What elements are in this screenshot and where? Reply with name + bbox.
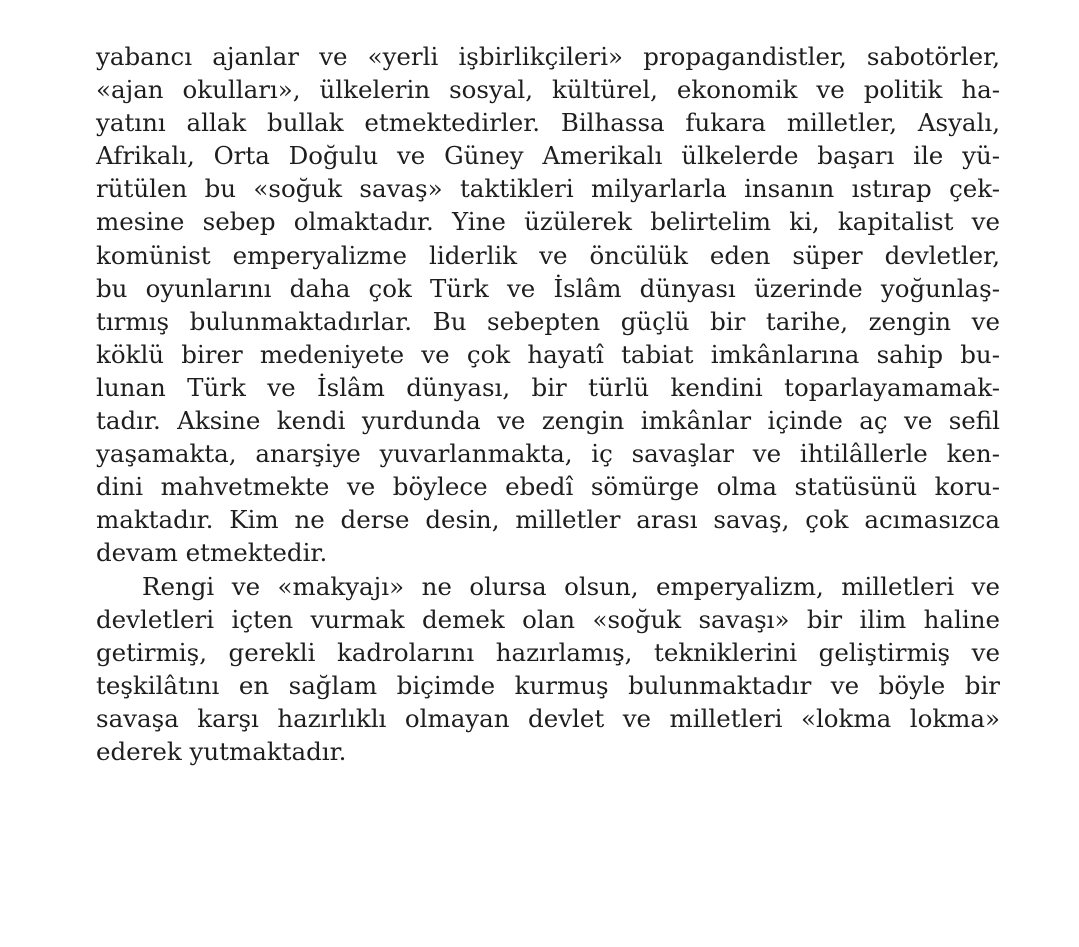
text-line: yatını allak bullak etmektedirler. Bilhassa fukara milletler, Asyalı, <box>96 108 1000 138</box>
paragraph-2 <box>96 570 1000 769</box>
text-line: Rengi ve «makyajı» ne olursa olsun, emperyalizm, milletleri ve <box>142 571 1000 601</box>
paragraph-1 <box>96 40 1000 570</box>
text-line: Afrikalı, Orta Doğulu ve Güney Amerikalı ülkelerde başarı ile yü- <box>96 141 1000 171</box>
text-line: devletleri içten vurmak demek olan «soğuk savaşı» bir ilim haline <box>96 604 1000 634</box>
text-line: tırmış bulunmaktadırlar. Bu sebepten güçlü bir tarihe, zengin ve <box>96 306 1000 336</box>
text-line: getirmiş, gerekli kadrolarını hazırlamış, tekniklerini geliştirmiş ve <box>96 637 1000 667</box>
text-line: devam etmektedir. <box>96 538 328 568</box>
text-line: teşkilâtını en sağlam biçimde kurmuş bulunmaktadır ve böyle bir <box>96 670 1000 700</box>
text-line: rütülen bu «soğuk savaş» taktikleri milyarlarla insanın ıstırap çek- <box>96 174 1000 204</box>
text-line: lunan Türk ve İslâm dünyası, bir türlü kendini toparlayamamak- <box>96 372 1000 402</box>
text-line: «ajan okulları», ülkelerin sosyal, kültürel, ekonomik ve politik ha- <box>96 75 1000 105</box>
text-block <box>96 40 1000 768</box>
text-line: yabancı ajanlar ve «yerli işbirlikçileri» propagandistler, sabotörler, <box>96 42 1000 71</box>
text-line: ederek yutmaktadır. <box>96 736 347 766</box>
text-line: köklü birer medeniyete ve çok hayatî tabiat imkânlarına sahip bu- <box>96 339 1000 369</box>
text-line: komünist emperyalizme liderlik ve öncülük eden süper devletler, <box>96 240 1000 270</box>
text-line: bu oyunlarını daha çok Türk ve İslâm dünyası üzerinde yoğunlaş- <box>96 273 1000 303</box>
text-line: maktadır. Kim ne derse desin, milletler arası savaş, çok acımasızca <box>96 505 1000 535</box>
text-line: tadır. Aksine kendi yurdunda ve zengin imkânlar içinde aç ve sefil <box>96 406 1000 436</box>
text-line: yaşamakta, anarşiye yuvarlanmakta, iç savaşlar ve ihtilâllerle ken- <box>96 439 1000 469</box>
text-line: mesine sebep olmaktadır. Yine üzülerek belirtelim ki, kapitalist ve <box>96 207 1000 237</box>
text-line: savaşa karşı hazırlıklı olmayan devlet ve milletleri «lokma lokma» <box>96 703 1000 733</box>
text-line: dini mahvetmekte ve böylece ebedî sömürge olma statüsünü koru- <box>96 472 1000 502</box>
